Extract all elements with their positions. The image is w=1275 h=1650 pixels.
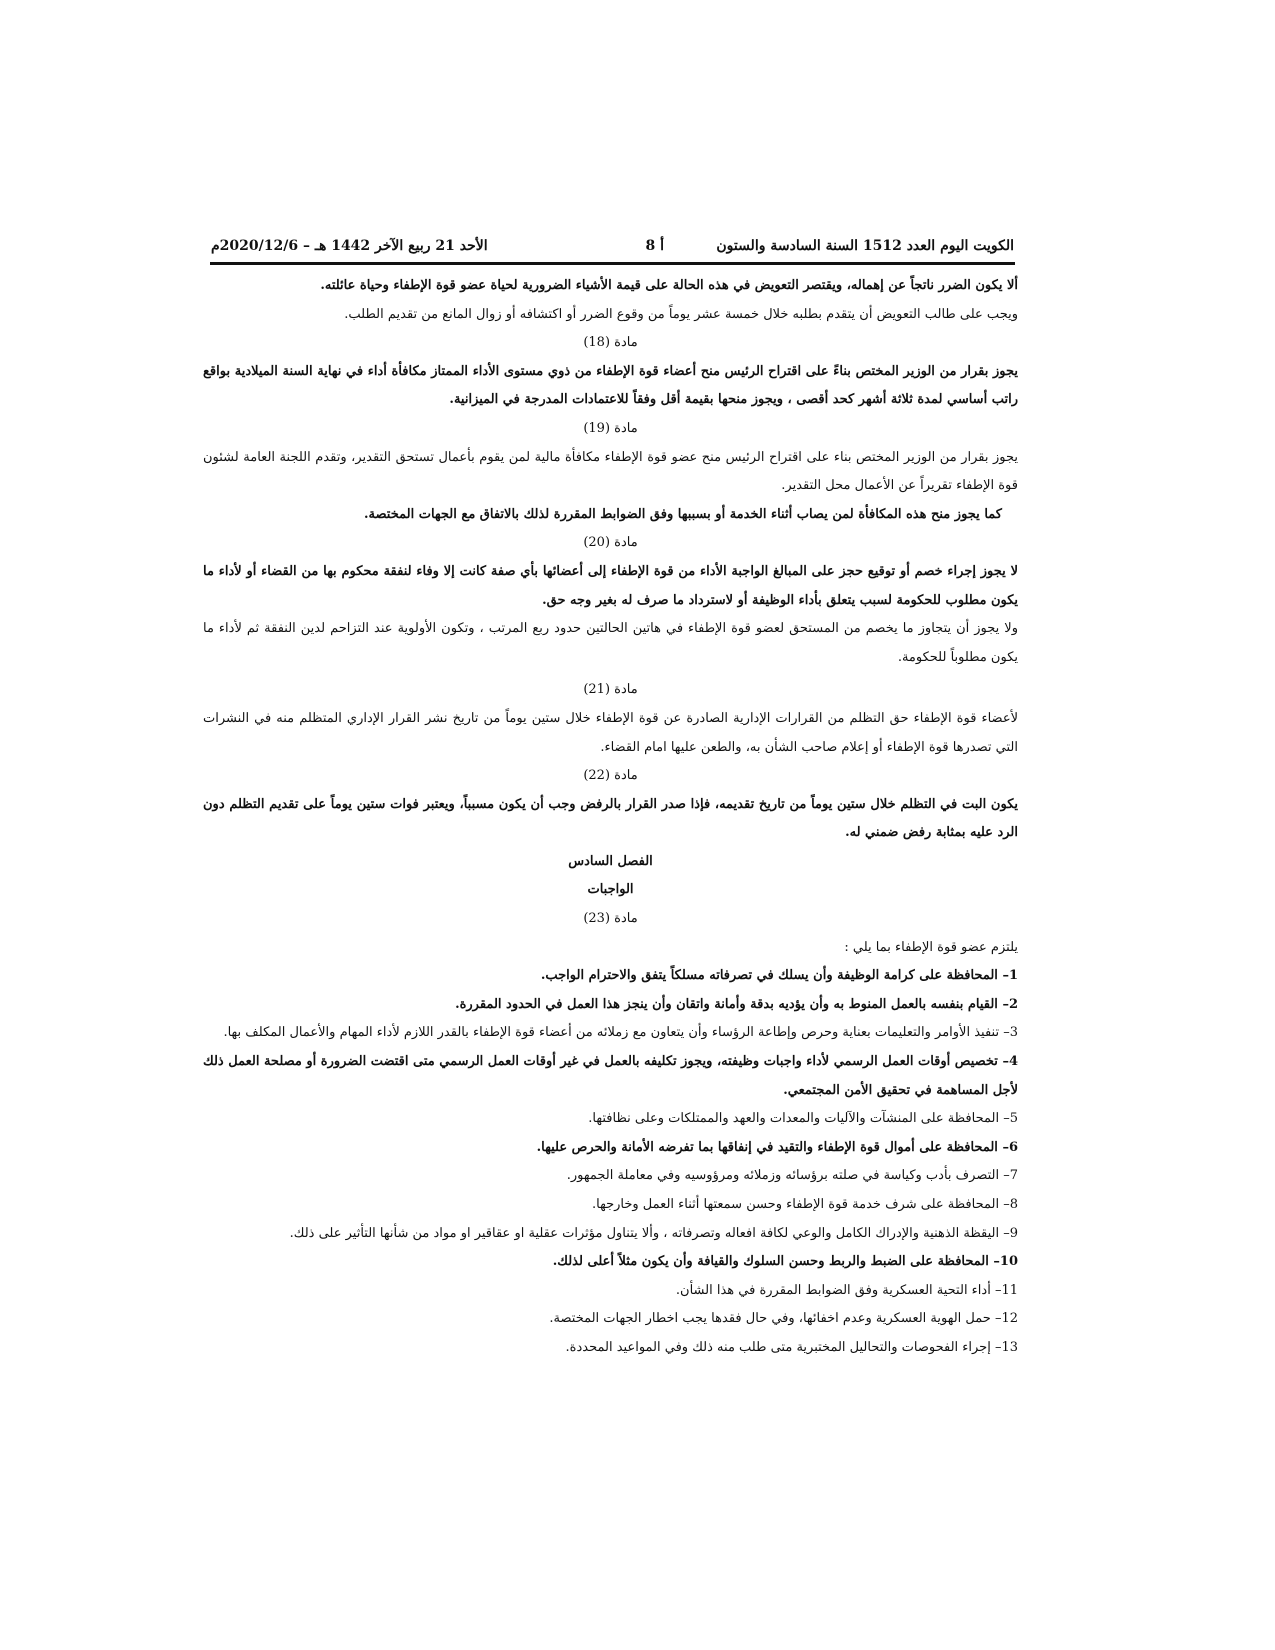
chapter-title: الواجبات [587,882,634,898]
page-number: أ 8 [645,238,664,254]
list-item: 4– تخصيص أوقات العمل الرسمي لأداء واجبات وظيفته، ويجوز تكليفه بالعمل في غير أوقات العمل الرسمي متى اقتضت الضرورة أو مصلحة العمل ذلك لأجل المساهمة في تحقيق الأمن المجتمعي. [203,1054,1018,1098]
duties-intro: يلتزم عضو قوة الإطفاء بما يلي : [844,939,1018,955]
chapter-heading: الفصل السادس [568,853,653,869]
list-item: 8– المحافظة على شرف خدمة قوة الإطفاء وحسن سمعتها أثناء العمل وخارجها. [592,1197,1018,1212]
paragraph: ويجب على طالب التعويض أن يتقدم بطلبه خلال خمسة عشر يوماً من وقوع الضرر أو اكتشافه أو زوال المانع من تقديم الطلب. [344,306,1018,322]
issue-info: الكويت اليوم العدد 1512 السنة السادسة والستون [716,238,1014,254]
article-heading: مادة (20) [583,535,638,551]
article-heading: مادة (21) [583,682,638,698]
body-text [203,272,1018,1363]
paragraph: يكون البت في التظلم خلال ستين يوماً من تاريخ تقديمه، فإذا صدر القرار بالرفض وجب أن يكون مسبباً، ويعتبر فوات ستين يوماً على تقديم التظلم دون الرد عليه بمثابة رفض ضمني له. [203,796,1018,841]
list-item: 7– التصرف بأدب وكياسة في صلته برؤسائه وزملائه ومرؤوسيه وفي معاملة الجمهور. [566,1168,1018,1184]
list-item: 10– المحافظة على الضبط والربط وحسن السلوك والقيافة وأن يكون مثلاً أعلى لذلك. [552,1254,1018,1270]
list-item: 6– المحافظة على أموال قوة الإطفاء والتقيد في إنفاقها بما تفرضه الأمانة والحرص عليها. [536,1139,1018,1155]
paragraph: كما يجوز منح هذه المكافأة لمن يصاب أثناء الخدمة أو بسببها وفق الضوابط المقررة لذلك بالاتفاق مع الجهات المختصة. [364,506,1002,522]
issue-date: الأحد 21 ربيع الآخر 1442 هـ – 2020/12/6م [211,238,488,254]
article-heading: مادة (19) [583,420,638,436]
article-heading: مادة (23) [583,911,638,927]
list-item: 11– أداء التحية العسكرية وفق الضوابط المقررة في هذا الشأن. [675,1282,1018,1298]
paragraph: ولا يجوز أن يتجاوز ما يخصم من المستحق لعضو قوة الإطفاء في هاتين الحالتين حدود ربع المرتب ، وتكون الأولوية عند التزاحم لدين النفقة ثم لأداء ما يكون مطلوباً للحكومة. [203,621,1018,665]
list-item: 9– اليقظة الذهنية والإدراك الكامل والوعي لكافة افعاله وتصرفاته ، وألا يتناول مؤثرات عقلية او عقاقير او مواد من شأنها التأثير على ذلك. [289,1225,1018,1241]
header-rule [210,262,1015,265]
article-heading: مادة (18) [583,335,638,351]
paragraph: يجوز بقرار من الوزير المختص بناءً على اقتراح الرئيس منح أعضاء قوة الإطفاء من ذوي مستوى الأداء الممتاز مكافأة أداء في نهاية السنة الميلادية بواقع راتب أساسي لمدة ثلاثة أشهر كحد أقصى ، ويجوز منحها بقيمة أقل وفقاً للاعتمادات المدرجة في الميزانية. [203,363,1018,408]
paragraph: يجوز بقرار من الوزير المختص بناء على اقتراح الرئيس منح عضو قوة الإطفاء مكافأة مالية لمن يقوم بأعمال تستحق التقدير، وتقدم اللجنة العامة لشئون قوة الإطفاء تقريراً عن الأعمال محل التقدير. [203,449,1018,494]
paragraph: ألا يكون الضرر ناتجاً عن إهماله، ويقتصر التعويض في هذه الحالة على قيمة الأشياء الضرورية لحياة عضو قوة الإطفاء وحياة عائلته. [320,278,1018,293]
paragraph: لأعضاء قوة الإطفاء حق التظلم من القرارات الإدارية الصادرة عن قوة الإطفاء خلال ستين يوماً من تاريخ نشر القرار الإداري المتظلم منه في النشرات التي تصدرها قوة الإطفاء أو إعلام صاحب الشأن به، والطعن عليها امام القضاء. [203,710,1018,755]
list-item: 3– تنفيذ الأوامر والتعليمات بعناية وحرص وإطاعة الرؤساء وأن يتعاون مع زملائه من أعضاء قوة الإطفاء بالقدر اللازم لأداء المهام والأعمال المكلف بها. [223,1025,1018,1041]
page-header [211,234,1014,258]
list-item: 12– حمل الهوية العسكرية وعدم اخفائها، وفي حال فقدها يجب اخطار الجهات المختصة. [549,1311,1018,1327]
paragraph: لا يجوز إجراء خصم أو توقيع حجز على المبالغ الواجبة الأداء من قوة الإطفاء إلى أعضائها بأي صفة كانت إلا وفاء لنفقة محكوم بها من القضاء أو لأداء ما يكون مطلوب للحكومة لسبب يتعلق بأداء الوظيفة أو لاسترداد ما صرف له بغير وجه حق. [203,563,1018,608]
article-heading: مادة (22) [583,768,638,784]
list-item: 13– إجراء الفحوصات والتحاليل المختبرية متى طلب منه ذلك وفي المواعيد المحددة. [565,1339,1018,1355]
list-item: 1– المحافظة على كرامة الوظيفة وأن يسلك في تصرفاته مسلكاً يتفق والاحترام الواجب. [540,968,1018,984]
list-item: 2– القيام بنفسه بالعمل المنوط به وأن يؤديه بدقة وأمانة واتقان وأن ينجز هذا العمل في الحدود المقررة. [455,996,1018,1012]
list-item: 5– المحافظة على المنشآت والآليات والمعدات والعهد والممتلكات وعلى نظافتها. [588,1111,1018,1127]
